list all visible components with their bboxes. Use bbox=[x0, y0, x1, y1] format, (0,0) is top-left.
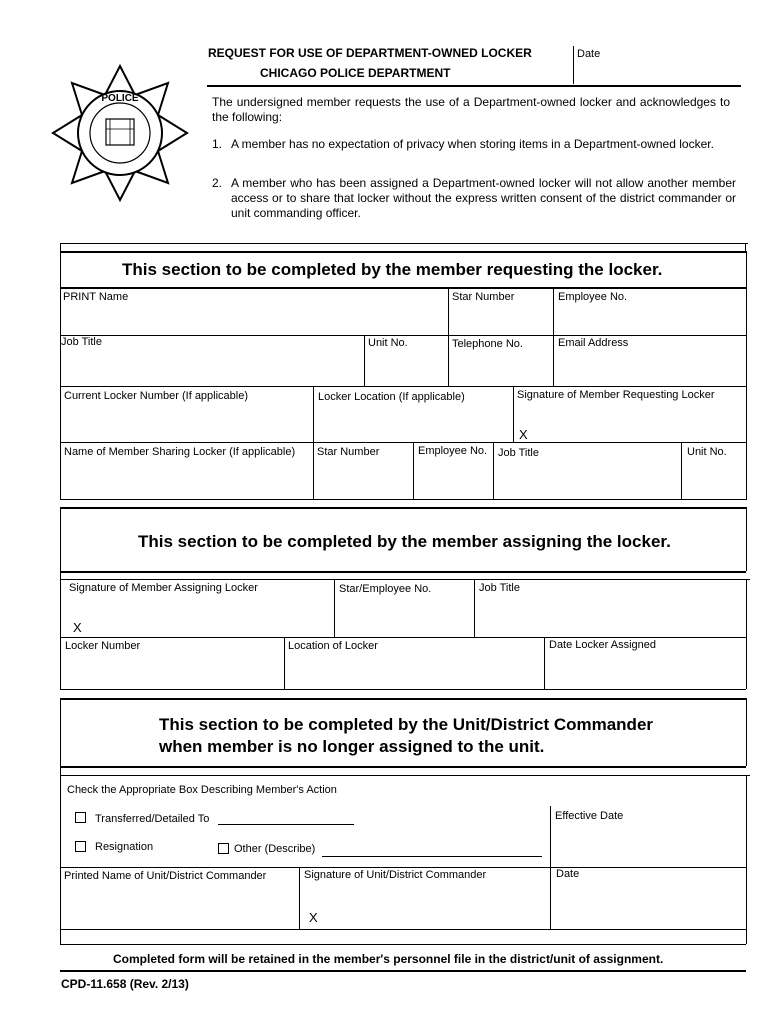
s2-row1-bottom bbox=[60, 637, 746, 638]
form-title: REQUEST FOR USE OF DEPARTMENT-OWNED LOCKER bbox=[208, 46, 532, 60]
printed-name-label: Printed Name of Unit/District Commander bbox=[64, 870, 267, 882]
sharing-job-label: Job Title bbox=[498, 447, 539, 459]
s3-title-bottom bbox=[60, 766, 746, 768]
employee-no-field[interactable] bbox=[555, 305, 744, 333]
employee-no-label: Employee No. bbox=[558, 291, 628, 303]
s1-r2-div1 bbox=[364, 335, 365, 386]
s1-title-top bbox=[60, 251, 746, 253]
signature-assigning-x: X bbox=[73, 620, 82, 635]
s3-title-left bbox=[60, 698, 61, 766]
s1-left-border bbox=[60, 243, 61, 500]
seal-police-text: POLICE bbox=[101, 93, 139, 104]
location-of-locker-field[interactable] bbox=[286, 655, 542, 687]
sharing-name-field[interactable] bbox=[62, 462, 311, 497]
s1-r4-div4 bbox=[681, 442, 682, 499]
sharing-unit-field[interactable] bbox=[683, 462, 744, 497]
s2-row2-bottom bbox=[60, 689, 746, 690]
s3-right-border bbox=[746, 775, 747, 944]
section3-title-line1: This section to be completed by the Unit/District Commander bbox=[159, 715, 654, 734]
s3-grid-top bbox=[60, 775, 750, 776]
date-label: Date bbox=[577, 48, 601, 60]
s1-row3-bottom bbox=[60, 442, 746, 443]
s1-right-tick bbox=[745, 243, 746, 251]
s3-r2-div1 bbox=[299, 867, 300, 929]
signature-commander-x: X bbox=[309, 910, 318, 925]
unit-no-label: Unit No. bbox=[368, 337, 408, 349]
s3-title-right bbox=[746, 698, 747, 766]
department-name: CHICAGO POLICE DEPARTMENT bbox=[260, 66, 451, 80]
other-label: Other (Describe) bbox=[234, 843, 316, 855]
print-name-field[interactable] bbox=[62, 305, 446, 333]
unit-no-field[interactable] bbox=[366, 352, 446, 384]
item-2-number: 2. bbox=[212, 176, 223, 190]
s2-right-border bbox=[746, 579, 747, 689]
header-underline bbox=[207, 85, 741, 87]
s3-title-top bbox=[60, 698, 746, 700]
locker-location-label: Locker Location (If applicable) bbox=[318, 391, 465, 403]
s1-r4-div3 bbox=[493, 442, 494, 499]
sharing-employee-field[interactable] bbox=[415, 462, 491, 497]
s3-r2-div2 bbox=[550, 867, 551, 929]
s2-title-bottom bbox=[60, 571, 746, 573]
s2-grid-top bbox=[60, 579, 750, 580]
footer-bottom bbox=[60, 970, 746, 972]
police-star-seal bbox=[50, 63, 190, 203]
effective-date-label: Effective Date bbox=[555, 810, 624, 822]
footer-top bbox=[60, 944, 746, 945]
item-1-text: A member has no expectation of privacy when storing items in a Department-owned locker. bbox=[231, 137, 714, 151]
section1-title: This section to be completed by the member requesting the locker. bbox=[122, 260, 663, 279]
s2-r2-div1 bbox=[284, 637, 285, 689]
s1-r3-div1 bbox=[313, 386, 314, 442]
s2-left-border bbox=[60, 571, 61, 689]
locker-location-field[interactable] bbox=[315, 406, 511, 440]
effective-date-field[interactable] bbox=[552, 825, 744, 865]
retention-note: Completed form will be retained in the member's personnel file in the district/unit of assignment. bbox=[113, 952, 664, 966]
s3-effective-divider bbox=[550, 806, 551, 867]
s2-title-left bbox=[60, 507, 61, 571]
s3-row-divider bbox=[60, 867, 746, 868]
resignation-checkbox[interactable] bbox=[75, 841, 86, 852]
print-name-label: PRINT Name bbox=[63, 291, 129, 303]
sharing-unit-label: Unit No. bbox=[687, 446, 727, 458]
job-title-field[interactable] bbox=[62, 352, 362, 384]
signature-requesting-x: X bbox=[519, 427, 528, 442]
date-assigned-label: Date Locker Assigned bbox=[549, 639, 657, 651]
current-locker-field[interactable] bbox=[62, 406, 311, 440]
telephone-no-label: Telephone No. bbox=[452, 338, 523, 350]
s3-left-border bbox=[60, 766, 61, 944]
assign-job-title-field[interactable] bbox=[476, 600, 744, 635]
s1-r3-div2 bbox=[513, 386, 514, 442]
transferred-checkbox[interactable] bbox=[75, 812, 86, 823]
signature-requesting-field[interactable] bbox=[532, 406, 744, 440]
signature-requesting-label: Signature of Member Requesting Locker bbox=[517, 389, 715, 401]
transferred-to-line[interactable] bbox=[218, 824, 354, 825]
s2-r1-div1 bbox=[334, 579, 335, 637]
commander-date-field[interactable] bbox=[552, 888, 744, 927]
s2-title-right bbox=[746, 507, 747, 571]
other-checkbox[interactable] bbox=[218, 843, 229, 854]
locker-number-label: Locker Number bbox=[65, 640, 141, 652]
s1-r1-div2 bbox=[553, 288, 554, 335]
signature-assigning-field[interactable] bbox=[88, 600, 332, 635]
date-divider bbox=[573, 46, 574, 84]
s1-r4-div2 bbox=[413, 442, 414, 499]
s1-r4-div1 bbox=[313, 442, 314, 499]
s2-r1-div2 bbox=[474, 579, 475, 637]
s1-right-border bbox=[746, 251, 747, 500]
s1-row2-bottom bbox=[60, 386, 746, 387]
section2-title: This section to be completed by the member assigning the locker. bbox=[138, 532, 671, 551]
date-field[interactable] bbox=[580, 62, 740, 84]
commander-date-label: Date bbox=[556, 868, 580, 880]
star-employee-field[interactable] bbox=[336, 600, 472, 635]
sharing-job-field[interactable] bbox=[495, 462, 679, 497]
locker-number-field[interactable] bbox=[62, 655, 282, 687]
s2-r2-div2 bbox=[544, 637, 545, 689]
email-label: Email Address bbox=[558, 337, 629, 349]
signature-assigning-label: Signature of Member Assigning Locker bbox=[69, 582, 258, 594]
s1-row4-bottom bbox=[60, 499, 746, 500]
location-of-locker-label: Location of Locker bbox=[288, 640, 378, 652]
s1-row1-bottom bbox=[60, 335, 746, 336]
printed-name-field[interactable] bbox=[62, 888, 297, 927]
sharing-star-label: Star Number bbox=[317, 446, 380, 458]
s3-bottom-border bbox=[60, 929, 746, 930]
s1-top-border bbox=[60, 243, 748, 244]
current-locker-label: Current Locker Number (If applicable) bbox=[64, 390, 249, 402]
s1-title-bottom bbox=[60, 287, 746, 289]
star-number-label: Star Number bbox=[452, 291, 515, 303]
s1-r2-div3 bbox=[553, 335, 554, 386]
transferred-label: Transferred/Detailed To bbox=[95, 813, 210, 825]
sharing-employee-label: Employee No. bbox=[418, 445, 488, 457]
resignation-label: Resignation bbox=[95, 841, 154, 853]
intro-paragraph: The undersigned member requests the use of a Department-owned locker and acknowledges to the following: bbox=[212, 95, 730, 124]
telephone-field[interactable] bbox=[450, 352, 551, 384]
sharing-star-field[interactable] bbox=[315, 462, 411, 497]
email-field[interactable] bbox=[555, 352, 744, 384]
date-assigned-field[interactable] bbox=[546, 655, 744, 687]
police-star-icon bbox=[50, 63, 190, 203]
section3-title-line2: when member is no longer assigned to the unit. bbox=[159, 737, 545, 756]
item-2-text: A member who has been assigned a Department-owned locker will not allow another member access or to share that locker without the express written consent of the district commander or unit commanding officer. bbox=[231, 176, 736, 220]
s1-r1-div1 bbox=[448, 288, 449, 335]
form-number: CPD-11.658 (Rev. 2/13) bbox=[61, 977, 189, 991]
s2-title-top bbox=[60, 507, 746, 509]
signature-commander-label: Signature of Unit/District Commander bbox=[304, 869, 487, 881]
other-describe-line[interactable] bbox=[322, 856, 542, 857]
star-employee-label: Star/Employee No. bbox=[339, 583, 432, 595]
s1-r2-div2 bbox=[448, 335, 449, 386]
check-instructions-label: Check the Appropriate Box Describing Member's Action bbox=[67, 784, 337, 796]
star-number-field[interactable] bbox=[450, 305, 551, 333]
signature-commander-field[interactable] bbox=[324, 888, 548, 927]
item-1-number: 1. bbox=[212, 137, 223, 151]
sharing-name-label: Name of Member Sharing Locker (If applicable) bbox=[64, 446, 296, 458]
job-title-label: Job Title bbox=[61, 336, 102, 348]
assign-job-title-label: Job Title bbox=[479, 582, 520, 594]
